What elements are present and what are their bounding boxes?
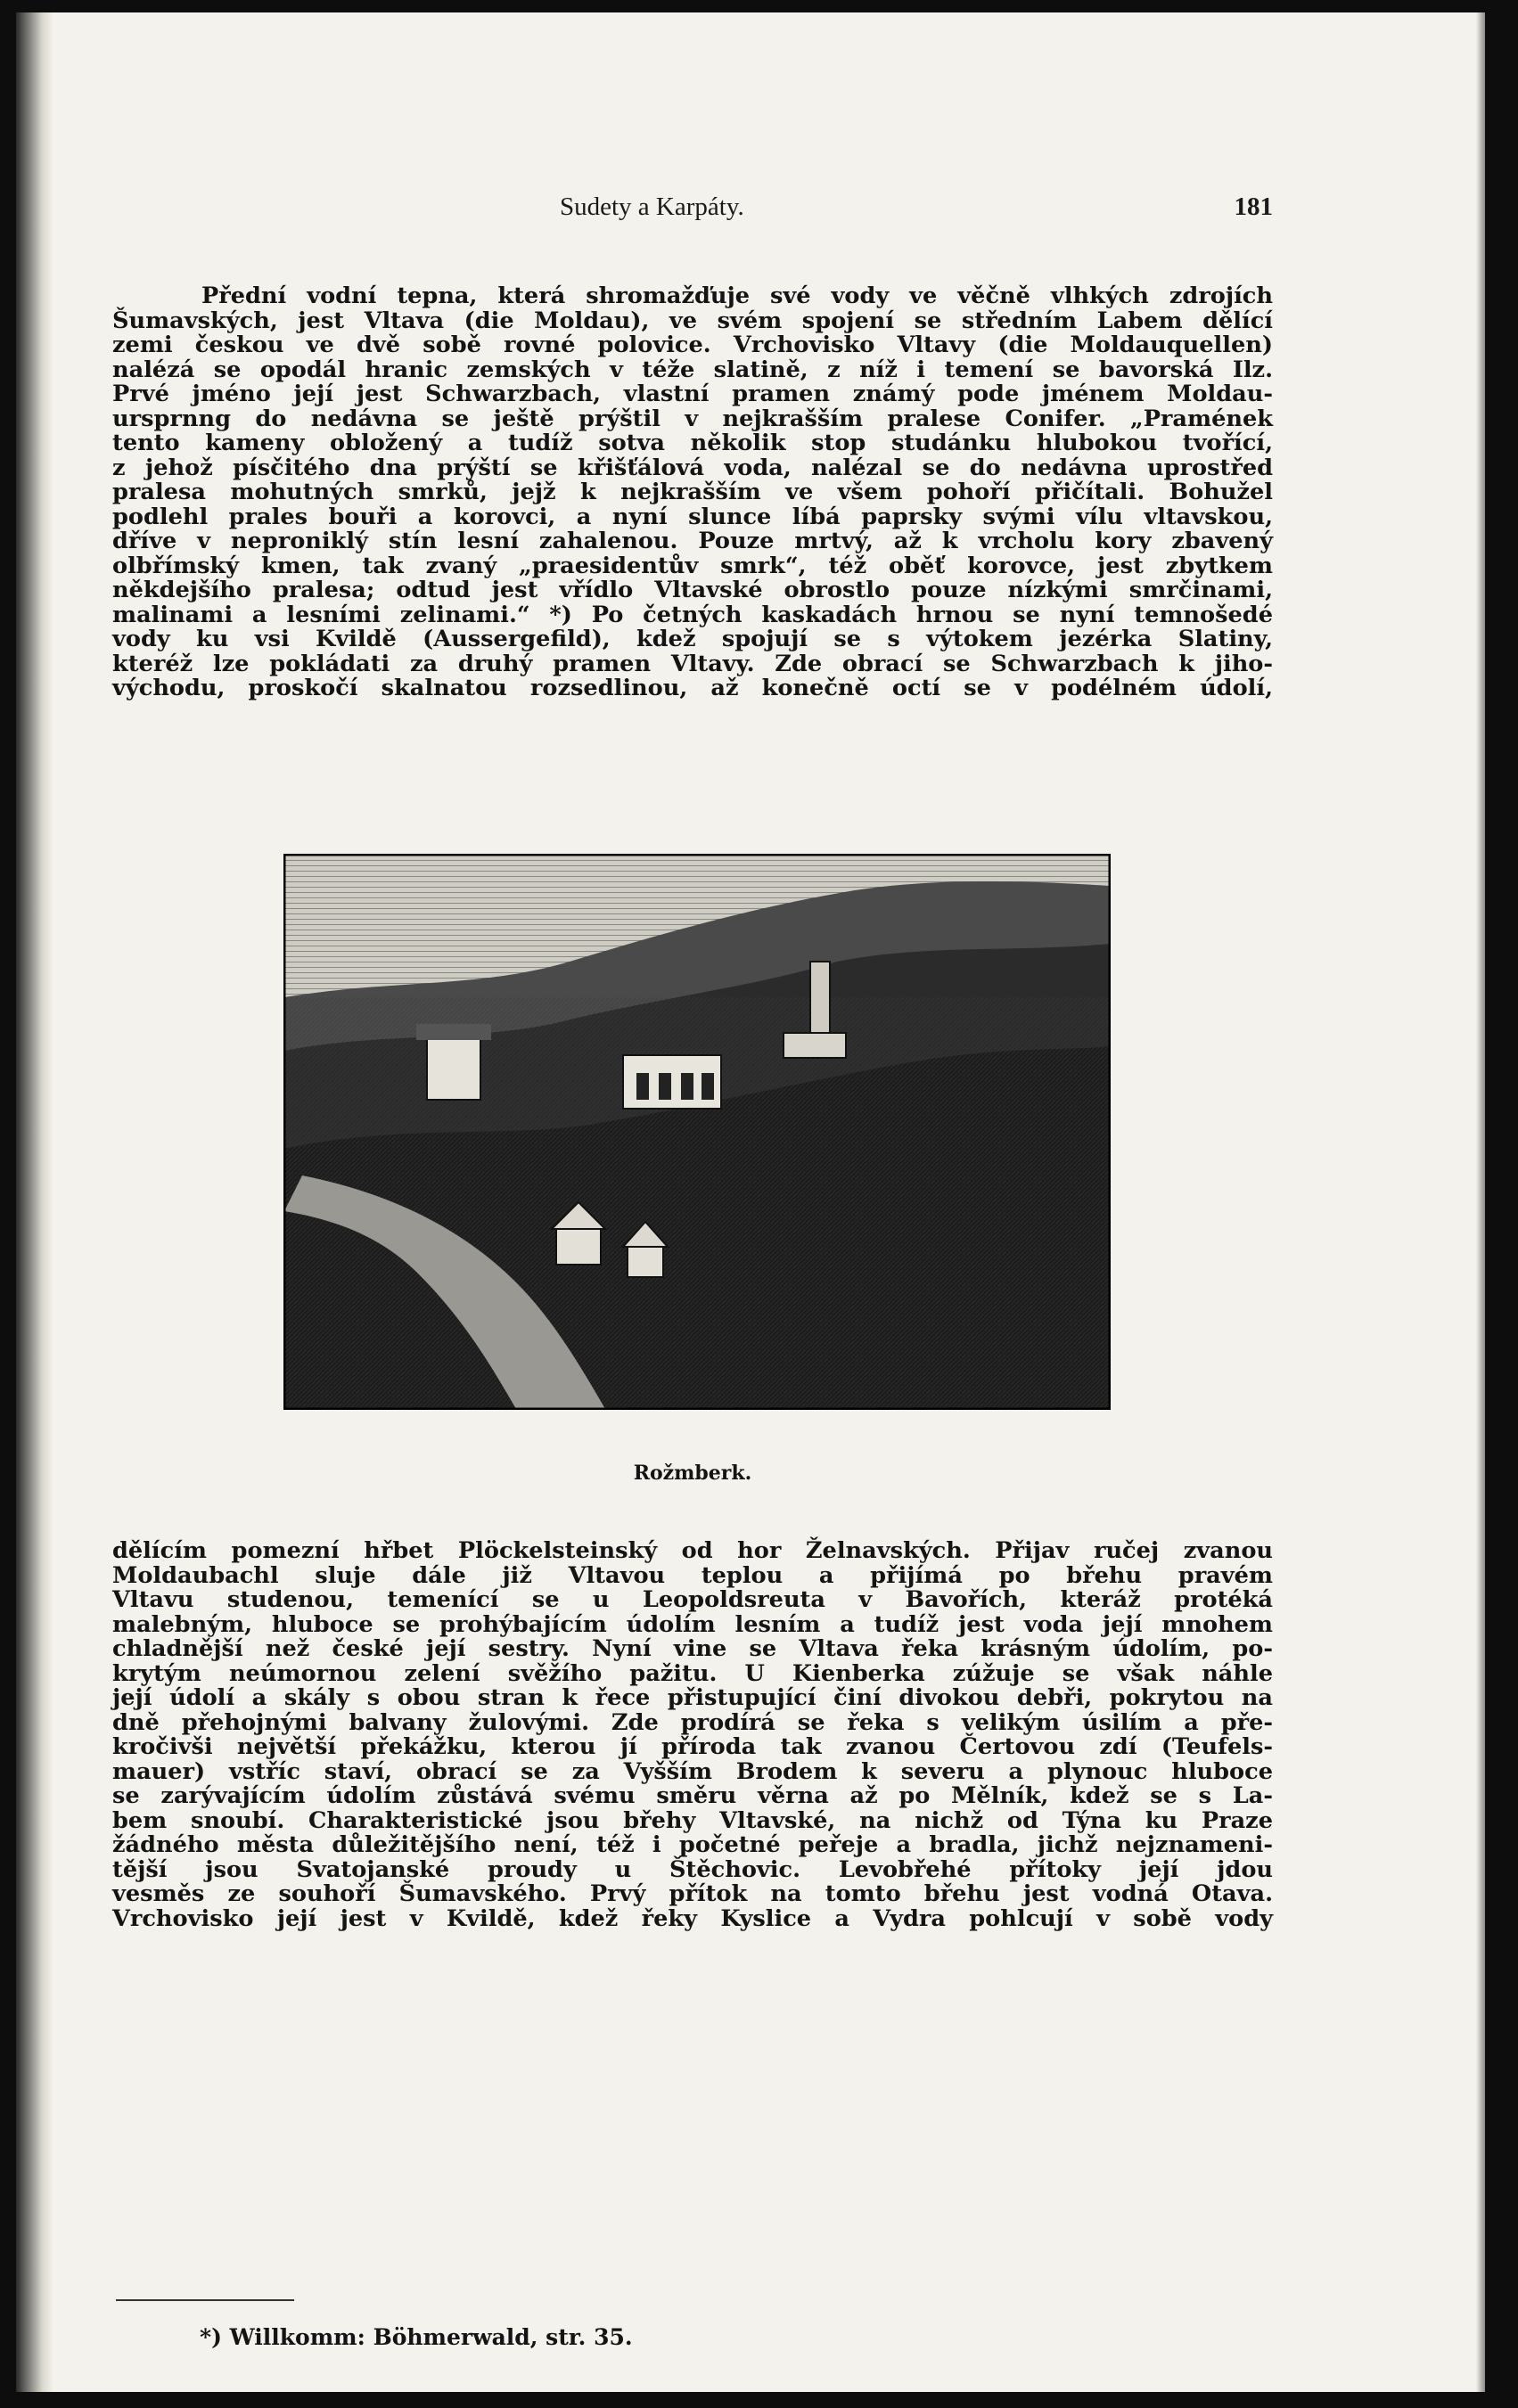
text-line: Prvé jméno její jest Schwarzbach, vlastní pramen známý pode jménem Moldau- xyxy=(112,381,1273,407)
text-line: vesměs ze souhoří Šumavského. Prvý přítok na tomto břehu jest vodná Otava. xyxy=(112,1880,1273,1907)
text-line: bem snoubí. Charakteristické jsou břehy Vltavské, na nichž od Týna ku Praze xyxy=(112,1806,1273,1834)
castle-landscape-illustration xyxy=(284,855,1110,1409)
text-line: východu, proskočí skalnatou rozsedlinou, až konečně octí se v podélném údolí, xyxy=(112,675,1273,701)
text-line: zemi českou ve dvě sobě rovné polovice. Vrchovisko Vltavy (die Moldauquellen) xyxy=(112,332,1273,358)
running-title: Sudety a Karpáty. xyxy=(560,192,744,221)
text-line: kročivši největší překážku, kterou jí příroda tak zvanou Čertovou zdí (Teufels- xyxy=(112,1733,1273,1760)
text-line: podlehl prales bouři a korovci, a nyní slunce líbá paprsky svými vílu vltavskou, xyxy=(112,503,1273,530)
text-line: tější jsou Svatojanské proudy u Štěchovic. Levobřehé přítoky její jdou xyxy=(112,1855,1273,1883)
text-line: Vrchovisko její jest v Kvildě, kdež řeky Kyslice a Vydra pohlcují v sobě vody xyxy=(112,1904,1273,1932)
text-line: malebným, hluboce se prohýbajícím údolím lesním a tudíž jest voda její mnohem xyxy=(112,1610,1273,1638)
text-line: Šumavských, jest Vltava (die Moldau), ve svém spojení se středním Labem dělící xyxy=(112,307,1273,334)
engraving-rozmberk xyxy=(283,854,1111,1410)
running-header xyxy=(112,192,1273,228)
text-line: dně přehojnými balvany žulovými. Zde prodírá se řeka s velikým úsilím a pře- xyxy=(112,1708,1273,1736)
text-line: mauer) vstříc staví, obrací se za Vyšším Brodem k severu a plynouc hluboce xyxy=(112,1757,1273,1785)
paragraph-1 xyxy=(112,284,1273,701)
text-line: chladnější než české její sestry. Nyní vine se Vltava řeka krásným údolím, po- xyxy=(112,1635,1273,1662)
text-line: tento kameny obložený a tudíž sotva několik stop studánku hlubokou tvořící, xyxy=(112,430,1273,456)
page-edge-shadow xyxy=(1476,12,1485,2392)
text-line: někdejšího pralesa; odtud jest vřídlo Vltavské obrostlo pouze nízkými smrčinami, xyxy=(112,577,1273,603)
book-page xyxy=(16,12,1485,2392)
text-line: kteréž lze pokládati za druhý pramen Vltavy. Zde obrací se Schwarzbach k jiho- xyxy=(112,650,1273,677)
text-line: žádného města důležitějšího není, též i početné peřeje a bradla, jichž nejznameni- xyxy=(112,1831,1273,1858)
text-line: z jehož písčitého dna prýští se křišťálová voda, nalézal se do nedávna uprostřed xyxy=(112,454,1273,481)
text-line: dělícím pomezní hřbet Plöckelsteinský od hor Želnavských. Přijav ručej zvanou xyxy=(112,1537,1273,1564)
page-number: 181 xyxy=(1234,192,1273,221)
binding-shadow xyxy=(16,12,53,2392)
text-line: pralesa mohutných smrků, jejž k nejkrašším ve všem pohoří přičítali. Bohužel xyxy=(112,479,1273,505)
text-line: ursprnng do nedávna se ještě prýštil v nejkrašším pralese Conifer. „Pramének xyxy=(112,405,1273,432)
text-line: nalézá se opodál hranic zemských v téže slatině, z níž i temení se bavorská Ilz. xyxy=(112,356,1273,383)
paragraph-2 xyxy=(112,1539,1273,1931)
text-line: její údolí a skály s obou stran k řece přistupující činí divokou debři, pokrytou na xyxy=(112,1684,1273,1711)
text-line: olbřímský kmen, tak zvaný „praesidentův smrk“, též oběť korovce, jest zbytkem xyxy=(112,552,1273,579)
text-line: Vltavu studenou, temenící se u Leopoldsreuta v Bavořích, kteráž protéká xyxy=(112,1586,1273,1613)
footnote-divider xyxy=(116,2299,294,2301)
text-line: vody ku vsi Kvildě (Aussergefild), kdež spojují se s výtokem jezérka Slatiny, xyxy=(112,626,1273,652)
text-line: malinami a lesními zelinami.“ *) Po četných kaskadách hrnou se nyní temnošedé xyxy=(112,601,1273,628)
text-line: se zarývajícím údolím zůstává svému směru věrna až po Mělník, kdež se s La- xyxy=(112,1782,1273,1809)
figure-caption: Rožmberk. xyxy=(633,1462,752,1485)
text-line: Přední vodní tepna, která shromažďuje své vody ve věčně vlhkých zdrojích xyxy=(201,283,1273,309)
text-line: dříve v neproniklý stín lesní zahalenou. Pouze mrtvý, až k vrcholu kory zbavený xyxy=(112,528,1273,554)
footnote: *) Willkomm: Böhmerwald, str. 35. xyxy=(200,2324,633,2350)
text-line: Moldaubachl sluje dále již Vltavou teplou a přijímá po břehu pravém xyxy=(112,1561,1273,1589)
text-line: krytým neúmornou zelení svěžího pažitu. U Kienberka zúžuje se však náhle xyxy=(112,1659,1273,1687)
